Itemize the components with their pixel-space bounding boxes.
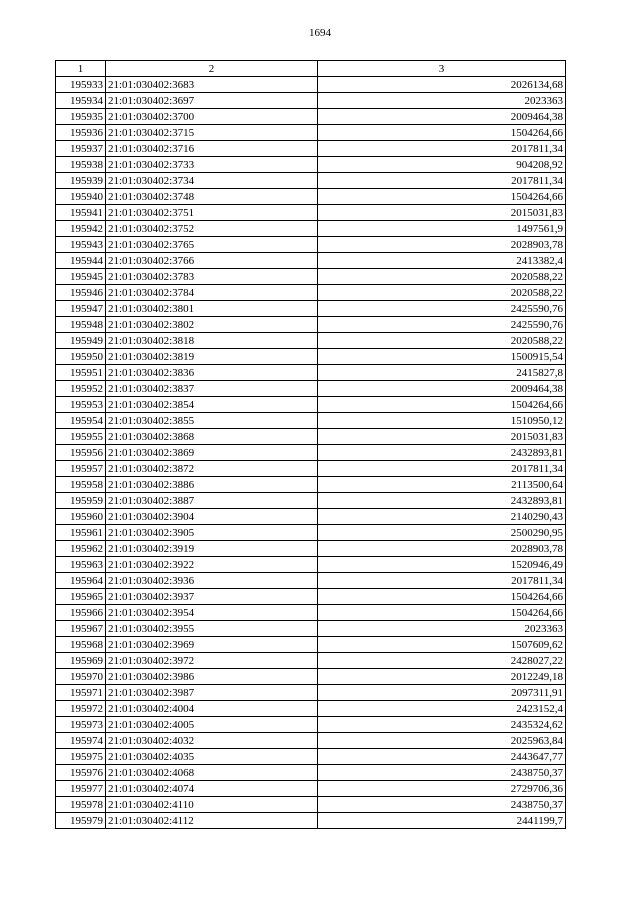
cadastral-value: 1507609,62 [318, 637, 566, 653]
cadastral-number: 21:01:030402:3872 [106, 461, 318, 477]
row-number: 195950 [56, 349, 106, 365]
row-number: 195977 [56, 781, 106, 797]
cadastral-value: 2028903,78 [318, 237, 566, 253]
cadastral-value: 2415827,8 [318, 365, 566, 381]
row-number: 195939 [56, 173, 106, 189]
cadastral-value: 2435324,62 [318, 717, 566, 733]
cadastral-value: 1504264,66 [318, 589, 566, 605]
cadastral-value: 2729706,36 [318, 781, 566, 797]
row-number: 195947 [56, 301, 106, 317]
cadastral-value: 2423152,4 [318, 701, 566, 717]
table-row [56, 717, 566, 733]
row-number: 195968 [56, 637, 106, 653]
row-number: 195954 [56, 413, 106, 429]
row-number: 195948 [56, 317, 106, 333]
table-row [56, 221, 566, 237]
table-row [56, 157, 566, 173]
cadastral-number: 21:01:030402:3715 [106, 125, 318, 141]
table-row [56, 605, 566, 621]
row-number: 195944 [56, 253, 106, 269]
table-row [56, 653, 566, 669]
table-row [56, 797, 566, 813]
row-number: 195960 [56, 509, 106, 525]
table-row [56, 189, 566, 205]
table-row [56, 525, 566, 541]
row-number: 195936 [56, 125, 106, 141]
cadastral-number: 21:01:030402:3937 [106, 589, 318, 605]
column-header-cadastral-value: 3 [318, 61, 566, 77]
cadastral-value: 2500290,95 [318, 525, 566, 541]
table-row [56, 685, 566, 701]
cadastral-value: 1504264,66 [318, 397, 566, 413]
cadastral-number: 21:01:030402:3887 [106, 493, 318, 509]
row-number: 195972 [56, 701, 106, 717]
cadastral-value: 1500915,54 [318, 349, 566, 365]
cadastral-number: 21:01:030402:4110 [106, 797, 318, 813]
row-number: 195956 [56, 445, 106, 461]
row-number: 195942 [56, 221, 106, 237]
table-row [56, 173, 566, 189]
cadastral-number: 21:01:030402:4004 [106, 701, 318, 717]
cadastral-value: 2097311,91 [318, 685, 566, 701]
cadastral-value: 2028903,78 [318, 541, 566, 557]
row-number: 195973 [56, 717, 106, 733]
row-number: 195951 [56, 365, 106, 381]
cadastral-number: 21:01:030402:3752 [106, 221, 318, 237]
row-number: 195949 [56, 333, 106, 349]
cadastral-number: 21:01:030402:3765 [106, 237, 318, 253]
row-number: 195941 [56, 205, 106, 221]
cadastral-value: 1510950,12 [318, 413, 566, 429]
cadastral-value: 1504264,66 [318, 605, 566, 621]
row-number: 195937 [56, 141, 106, 157]
table-row [56, 781, 566, 797]
table-row [56, 109, 566, 125]
row-number: 195965 [56, 589, 106, 605]
cadastral-value: 1520946,49 [318, 557, 566, 573]
table-row [56, 749, 566, 765]
table-row [56, 349, 566, 365]
table-row [56, 733, 566, 749]
cadastral-number: 21:01:030402:4005 [106, 717, 318, 733]
row-number: 195953 [56, 397, 106, 413]
table-row [56, 77, 566, 93]
cadastral-value-table [55, 60, 566, 829]
cadastral-number: 21:01:030402:3734 [106, 173, 318, 189]
table-row [56, 381, 566, 397]
cadastral-number: 21:01:030402:3819 [106, 349, 318, 365]
cadastral-number: 21:01:030402:3784 [106, 285, 318, 301]
table-row [56, 701, 566, 717]
row-number: 195974 [56, 733, 106, 749]
cadastral-number: 21:01:030402:4112 [106, 813, 318, 829]
row-number: 195979 [56, 813, 106, 829]
column-header-number: 1 [56, 61, 106, 77]
cadastral-value: 2012249,18 [318, 669, 566, 685]
row-number: 195940 [56, 189, 106, 205]
cadastral-value: 2015031,83 [318, 429, 566, 445]
row-number: 195964 [56, 573, 106, 589]
cadastral-number: 21:01:030402:3818 [106, 333, 318, 349]
row-number: 195963 [56, 557, 106, 573]
cadastral-value: 2020588,22 [318, 333, 566, 349]
cadastral-value: 1497561,9 [318, 221, 566, 237]
row-number: 195957 [56, 461, 106, 477]
table-row [56, 237, 566, 253]
cadastral-value: 2413382,4 [318, 253, 566, 269]
table-row [56, 765, 566, 781]
table-row [56, 573, 566, 589]
cadastral-number: 21:01:030402:3886 [106, 477, 318, 493]
table-row [56, 365, 566, 381]
cadastral-number: 21:01:030402:3766 [106, 253, 318, 269]
cadastral-number: 21:01:030402:3869 [106, 445, 318, 461]
cadastral-value: 2026134,68 [318, 77, 566, 93]
table-row [56, 541, 566, 557]
cadastral-number: 21:01:030402:3700 [106, 109, 318, 125]
cadastral-value: 2020588,22 [318, 285, 566, 301]
row-number: 195935 [56, 109, 106, 125]
cadastral-value: 2428027,22 [318, 653, 566, 669]
cadastral-number: 21:01:030402:3905 [106, 525, 318, 541]
table-row [56, 285, 566, 301]
row-number: 195959 [56, 493, 106, 509]
table-body [56, 77, 566, 829]
table-row [56, 253, 566, 269]
cadastral-value: 2025963,84 [318, 733, 566, 749]
cadastral-value: 1504264,66 [318, 189, 566, 205]
cadastral-number: 21:01:030402:3697 [106, 93, 318, 109]
column-header-cadastral-number: 2 [106, 61, 318, 77]
table-row [56, 637, 566, 653]
cadastral-value: 2020588,22 [318, 269, 566, 285]
cadastral-number: 21:01:030402:3801 [106, 301, 318, 317]
cadastral-value: 2425590,76 [318, 301, 566, 317]
row-number: 195955 [56, 429, 106, 445]
table-row [56, 93, 566, 109]
cadastral-number: 21:01:030402:3837 [106, 381, 318, 397]
cadastral-value: 2438750,37 [318, 797, 566, 813]
table-row [56, 557, 566, 573]
cadastral-number: 21:01:030402:3751 [106, 205, 318, 221]
table-row [56, 477, 566, 493]
cadastral-value: 2140290,43 [318, 509, 566, 525]
row-number: 195962 [56, 541, 106, 557]
cadastral-value: 2009464,38 [318, 109, 566, 125]
cadastral-number: 21:01:030402:3854 [106, 397, 318, 413]
row-number: 195943 [56, 237, 106, 253]
row-number: 195966 [56, 605, 106, 621]
row-number: 195934 [56, 93, 106, 109]
cadastral-number: 21:01:030402:3748 [106, 189, 318, 205]
cadastral-value: 2015031,83 [318, 205, 566, 221]
cadastral-value: 2438750,37 [318, 765, 566, 781]
row-number: 195976 [56, 765, 106, 781]
table-row [56, 621, 566, 637]
cadastral-number: 21:01:030402:3683 [106, 77, 318, 93]
cadastral-number: 21:01:030402:3802 [106, 317, 318, 333]
row-number: 195958 [56, 477, 106, 493]
row-number: 195946 [56, 285, 106, 301]
row-number: 195933 [56, 77, 106, 93]
table-header-row [56, 61, 566, 77]
table-row [56, 589, 566, 605]
row-number: 195967 [56, 621, 106, 637]
table-row [56, 429, 566, 445]
cadastral-number: 21:01:030402:4032 [106, 733, 318, 749]
cadastral-value: 2023363 [318, 621, 566, 637]
cadastral-number: 21:01:030402:4074 [106, 781, 318, 797]
table-row [56, 493, 566, 509]
cadastral-value: 2017811,34 [318, 141, 566, 157]
cadastral-number: 21:01:030402:3868 [106, 429, 318, 445]
cadastral-value: 2443647,77 [318, 749, 566, 765]
cadastral-value: 2009464,38 [318, 381, 566, 397]
cadastral-value: 2441199,7 [318, 813, 566, 829]
cadastral-value: 2432893,81 [318, 445, 566, 461]
cadastral-value: 904208,92 [318, 157, 566, 173]
cadastral-number: 21:01:030402:3783 [106, 269, 318, 285]
table-row [56, 317, 566, 333]
table-row [56, 269, 566, 285]
row-number: 195978 [56, 797, 106, 813]
table-row [56, 397, 566, 413]
page-number: 1694 [309, 27, 331, 39]
cadastral-number: 21:01:030402:3919 [106, 541, 318, 557]
table-row [56, 301, 566, 317]
cadastral-number: 21:01:030402:3922 [106, 557, 318, 573]
cadastral-number: 21:01:030402:3733 [106, 157, 318, 173]
cadastral-number: 21:01:030402:3716 [106, 141, 318, 157]
cadastral-value: 2017811,34 [318, 461, 566, 477]
cadastral-value: 2017811,34 [318, 573, 566, 589]
cadastral-number: 21:01:030402:3987 [106, 685, 318, 701]
cadastral-value: 2023363 [318, 93, 566, 109]
cadastral-number: 21:01:030402:4035 [106, 749, 318, 765]
cadastral-number: 21:01:030402:4068 [106, 765, 318, 781]
table-row [56, 461, 566, 477]
cadastral-number: 21:01:030402:3972 [106, 653, 318, 669]
row-number: 195969 [56, 653, 106, 669]
row-number: 195938 [56, 157, 106, 173]
table-row [56, 141, 566, 157]
row-number: 195971 [56, 685, 106, 701]
table-row [56, 125, 566, 141]
cadastral-value: 2113500,64 [318, 477, 566, 493]
table-row [56, 445, 566, 461]
table-row [56, 413, 566, 429]
row-number: 195975 [56, 749, 106, 765]
row-number: 195945 [56, 269, 106, 285]
cadastral-value: 2425590,76 [318, 317, 566, 333]
cadastral-value: 2017811,34 [318, 173, 566, 189]
table-row [56, 333, 566, 349]
cadastral-number: 21:01:030402:3836 [106, 365, 318, 381]
table-row [56, 205, 566, 221]
cadastral-number: 21:01:030402:3855 [106, 413, 318, 429]
row-number: 195970 [56, 669, 106, 685]
row-number: 195961 [56, 525, 106, 541]
cadastral-number: 21:01:030402:3954 [106, 605, 318, 621]
cadastral-number: 21:01:030402:3969 [106, 637, 318, 653]
table-row [56, 509, 566, 525]
table-row [56, 669, 566, 685]
cadastral-value: 2432893,81 [318, 493, 566, 509]
cadastral-number: 21:01:030402:3936 [106, 573, 318, 589]
cadastral-value: 1504264,66 [318, 125, 566, 141]
cadastral-number: 21:01:030402:3986 [106, 669, 318, 685]
cadastral-number: 21:01:030402:3904 [106, 509, 318, 525]
row-number: 195952 [56, 381, 106, 397]
cadastral-number: 21:01:030402:3955 [106, 621, 318, 637]
table-row [56, 813, 566, 829]
